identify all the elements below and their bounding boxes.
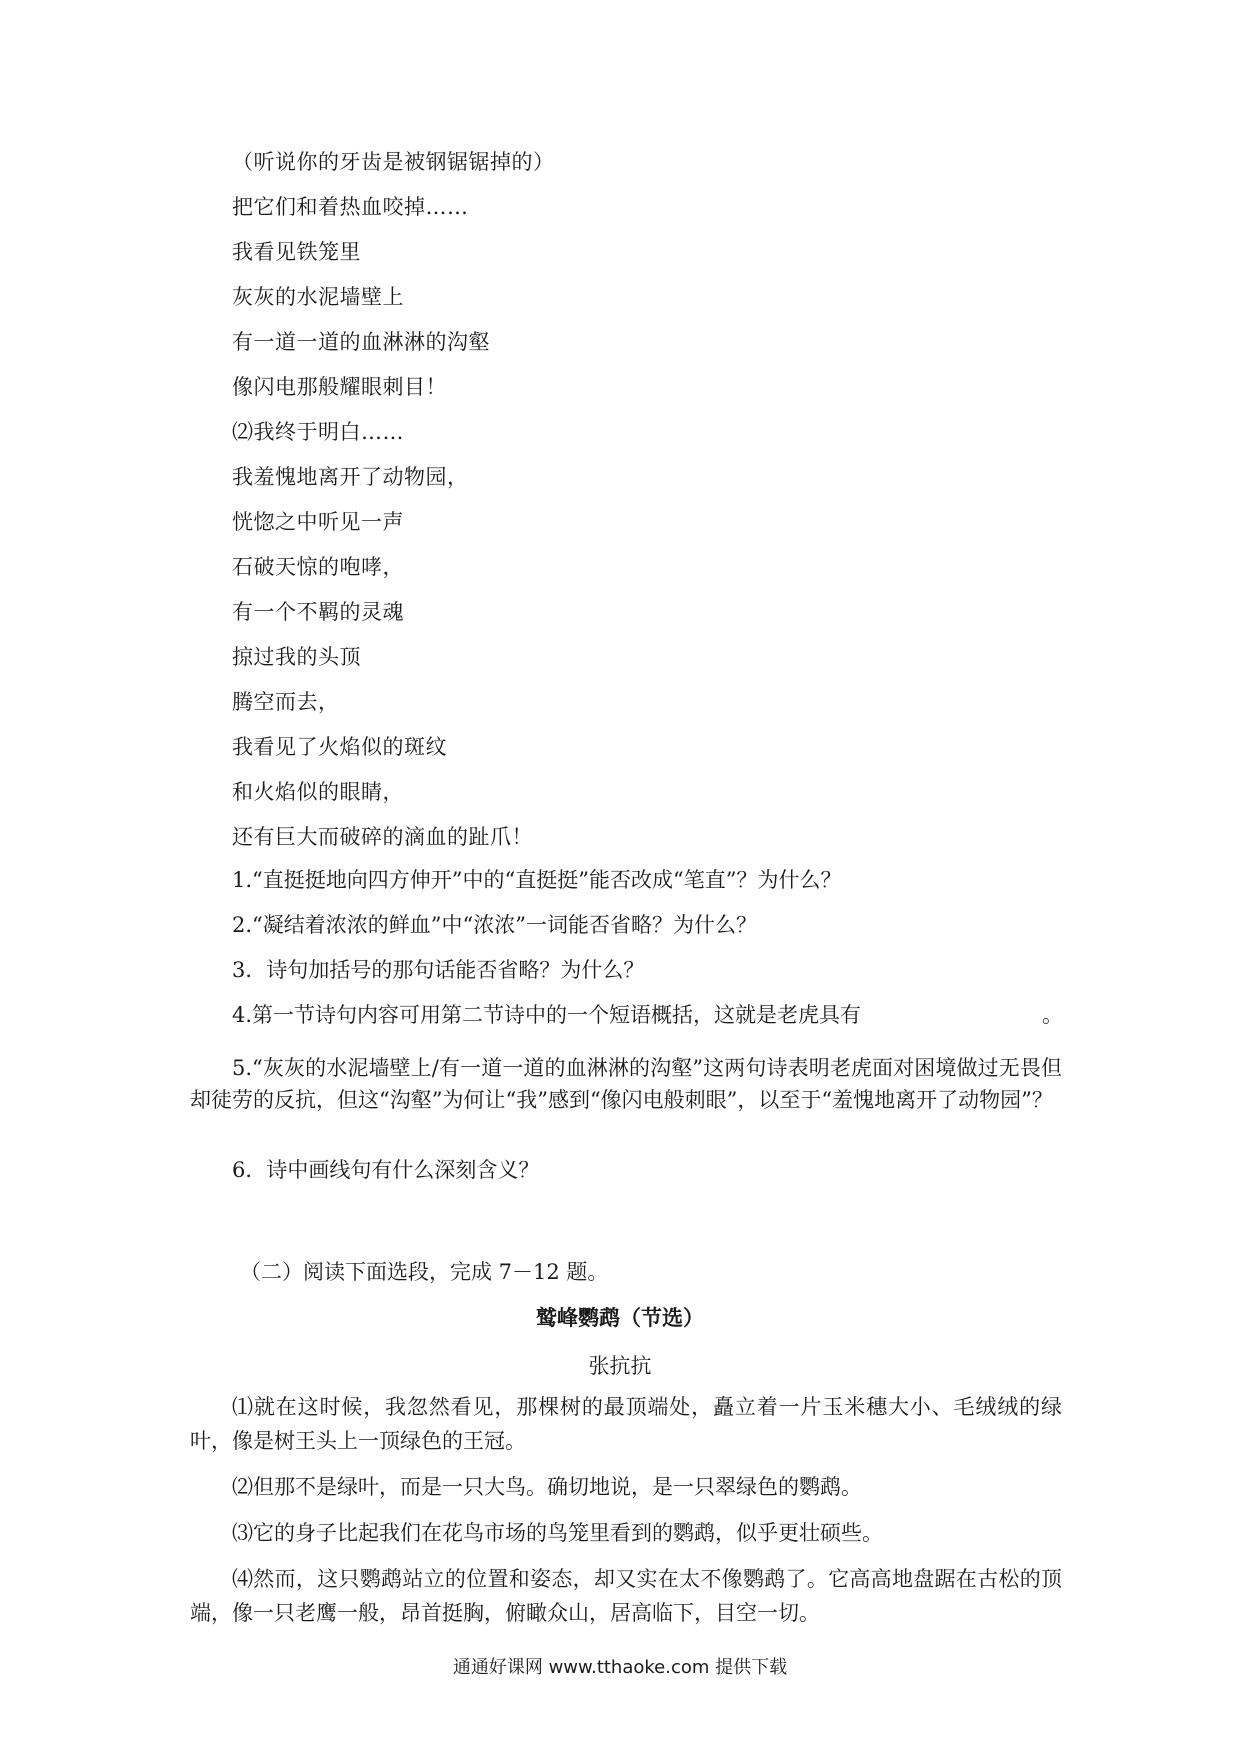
question-4-text: 4.第一节诗句内容可用第二节诗中的一个短语概括，这就是老虎具有	[232, 1003, 862, 1027]
poem-line: 恍惚之中听见一声	[232, 510, 404, 534]
question-4	[232, 1001, 1062, 1046]
poem-line: 我看见了火焰似的斑纹	[232, 735, 447, 759]
question-5: 5.“灰灰的水泥墙壁上/有一道一道的血淋淋的沟壑”这两句诗表明老虎面对困境做过无畏但却徒劳的反抗，但这“沟壑”为何让“我”感到“像闪电般刺眼”，以至于“羞愧地离开了动物园”？	[190, 1056, 1062, 1112]
page-footer: 通通好课网 www.tthaoke.com 提供下载	[452, 1657, 788, 1678]
question-3: 3．诗句加括号的那句话能否省略？为什么？	[232, 958, 645, 982]
question-list	[232, 866, 1062, 1046]
poem-line: 还有巨大而破碎的滴血的趾爪！	[232, 825, 533, 849]
section-heading: （二）阅读下面选段，完成 7－12 题。	[240, 1260, 609, 1284]
passage-title: 鹫峰鹦鹉（节选）	[536, 1306, 704, 1330]
passage-body	[190, 1390, 1062, 1642]
poem-line: 掠过我的头顶	[232, 645, 361, 669]
poem-line: 腾空而去，	[232, 690, 340, 714]
passage-paragraph: ⑷然而，这只鹦鹉站立的位置和姿态，却又实在太不像鹦鹉了。它高高地盘踞在古松的顶端，像一只老鹰一般，昂首挺胸，俯瞰众山，居高临下，目空一切。	[190, 1567, 1062, 1625]
passage-paragraph: ⑴就在这时候，我忽然看见，那棵树的最顶端处，矗立着一片玉米穗大小、毛绒绒的绿叶，像是树王头上一顶绿色的王冠。	[190, 1395, 1062, 1453]
poem-line: 有一个不羁的灵魂	[232, 600, 404, 624]
passage-author: 张抗抗	[588, 1354, 652, 1378]
poem-line: 我看见铁笼里	[232, 240, 361, 264]
poem-line: ⑵我终于明白……	[232, 420, 404, 444]
poem-line: 灰灰的水泥墙壁上	[232, 285, 404, 309]
poem-line: 石破天惊的咆哮，	[232, 555, 404, 579]
passage-paragraph: ⑶它的身子比起我们在花鸟市场的鸟笼里看到的鹦鹉，似乎更壮硕些。	[232, 1521, 883, 1545]
passage-paragraph: ⑵但那不是绿叶，而是一只大鸟。确切地说，是一只翠绿色的鹦鹉。	[232, 1475, 862, 1499]
question-2: 2.“凝结着浓浓的鲜血”中“浓浓”一词能否省略？为什么？	[232, 913, 757, 937]
poem-line: 把它们和着热血咬掉……	[232, 195, 469, 219]
poem-line: 我羞愧地离开了动物园，	[232, 465, 469, 489]
poem-line: （听说你的牙齿是被钢锯锯掉的）	[232, 150, 555, 174]
poem-line: 有一道一道的血淋淋的沟壑	[232, 330, 490, 354]
question-1: 1.“直挺挺地向四方伸开”中的“直挺挺”能否改成“笔直”？为什么？	[232, 868, 842, 892]
poem-line: 和火焰似的眼睛，	[232, 780, 404, 804]
poem-block	[232, 148, 1082, 868]
question-6: 6．诗中画线句有什么深刻含义？	[232, 1158, 540, 1182]
question-4-period: 。	[1042, 1003, 1063, 1027]
poem-line: 像闪电那般耀眼刺目！	[232, 375, 447, 399]
